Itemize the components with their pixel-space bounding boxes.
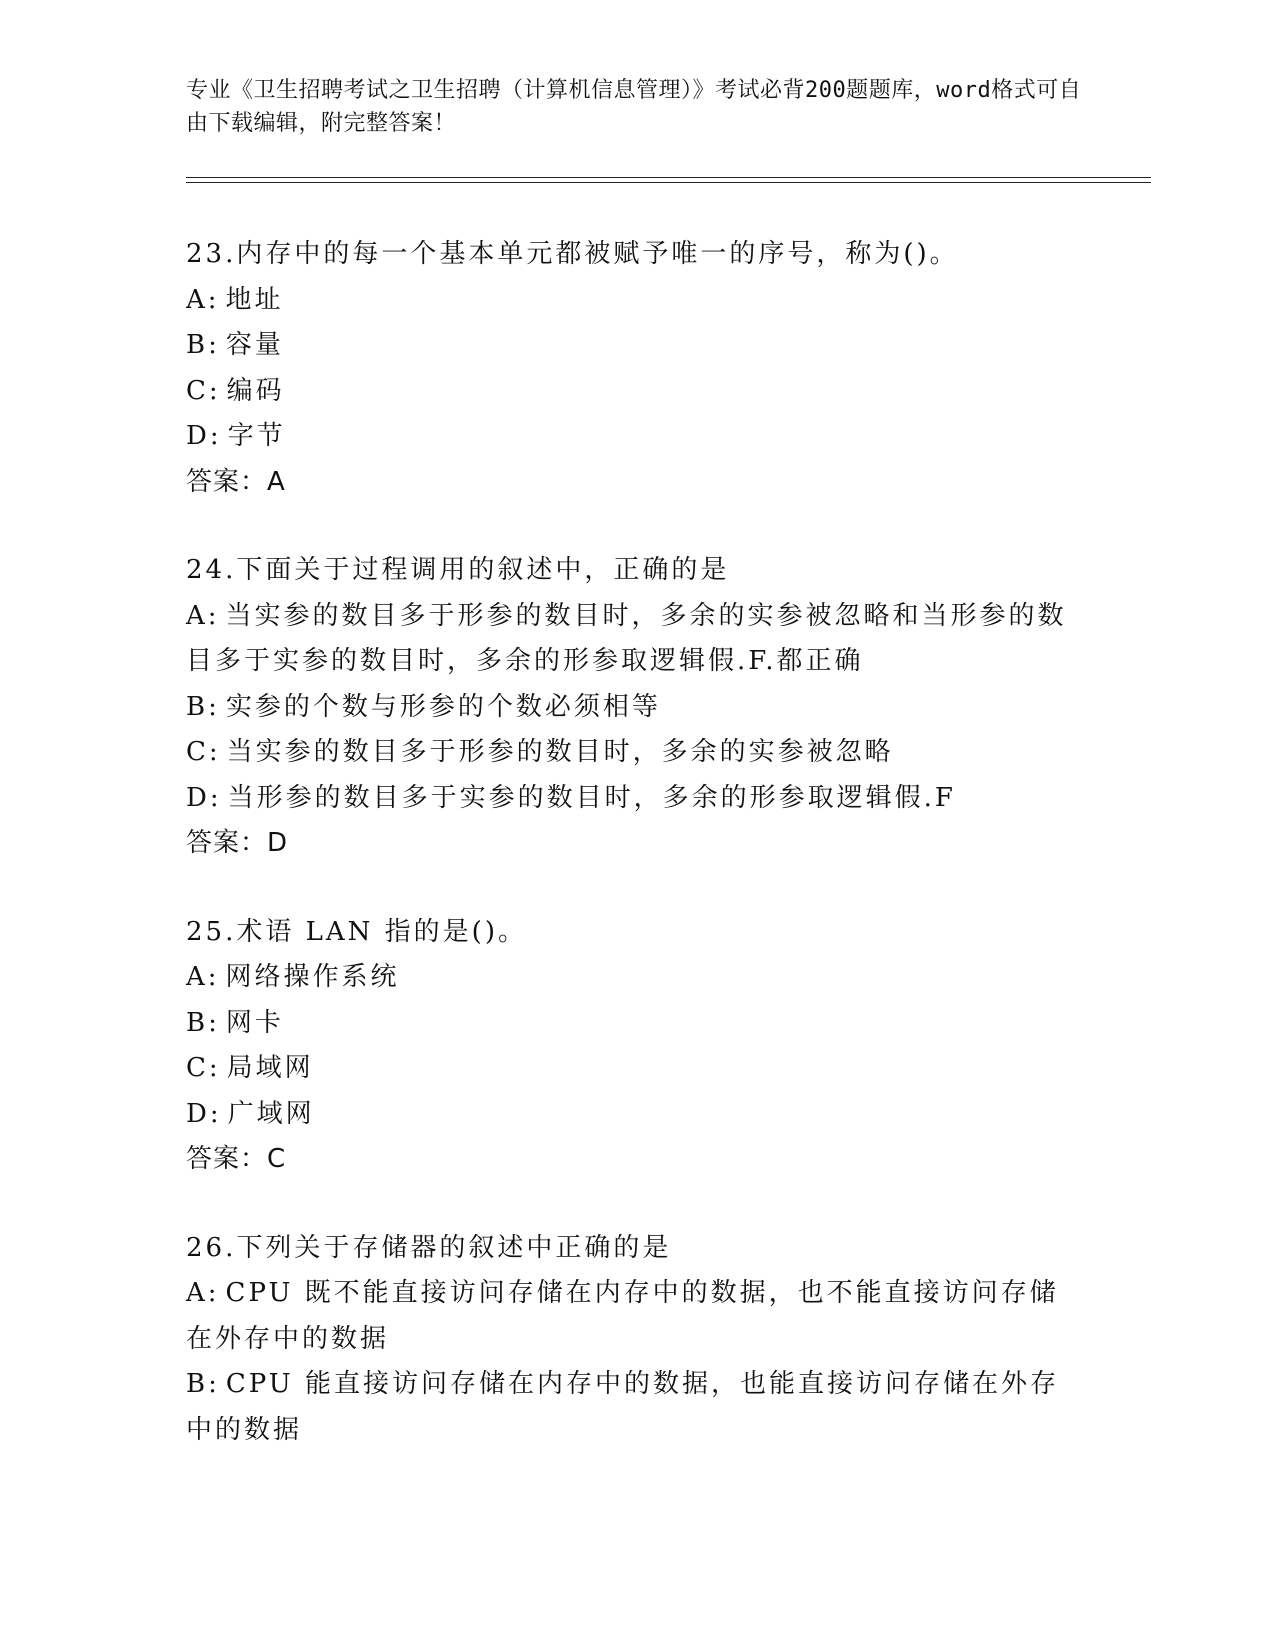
option-b	[186, 1362, 1086, 1453]
option-text: 网络操作系统	[225, 962, 400, 992]
option-key: A:	[186, 1278, 220, 1308]
option-b	[186, 1001, 1086, 1047]
option-text: 容量	[225, 330, 284, 360]
option-c	[186, 369, 1086, 415]
option-key: B:	[186, 691, 220, 722]
option-text: 字节	[227, 421, 286, 451]
option-key: A:	[186, 600, 220, 631]
option-text: 当实参的数目多于形参的数目时，多余的实参被忽略和当形参的数目多于实参的数目时，多余的形参取逻辑假.F.都正确	[186, 600, 1067, 676]
question-26	[186, 1226, 1086, 1454]
question-stem: 26.下列关于存储器的叙述中正确的是	[186, 1232, 672, 1263]
option-text: 编码	[226, 375, 285, 406]
answer-line: 答案：D	[186, 828, 289, 858]
option-key: C:	[186, 1053, 221, 1083]
option-text: 实参的个数与形参的个数必须相等	[225, 691, 661, 722]
option-c	[186, 1046, 1086, 1092]
question-24	[186, 548, 1086, 867]
option-key: B:	[186, 330, 220, 360]
option-key: B:	[186, 1369, 220, 1399]
question-stem: 24.下面关于过程调用的叙述中，正确的是	[186, 555, 730, 585]
document-header: 专业《卫生招聘考试之卫生招聘（计算机信息管理）》考试必背200题题库，word格式可自由下载编辑，附完整答案！	[186, 78, 1082, 136]
option-text: 网卡	[225, 1007, 284, 1038]
option-key: C:	[186, 375, 221, 406]
option-key: A:	[186, 962, 220, 992]
option-a	[186, 594, 1086, 685]
answer-line: 答案：A	[186, 466, 286, 497]
question-23	[186, 232, 1086, 505]
option-text: 广域网	[227, 1098, 315, 1129]
option-key: B:	[186, 1007, 220, 1038]
option-key: A:	[186, 284, 220, 315]
option-a	[186, 1271, 1086, 1362]
option-key: D:	[186, 782, 222, 813]
option-b	[186, 685, 1086, 731]
answer-line: 答案：C	[186, 1144, 287, 1174]
option-text: 当形参的数目多于实参的数目时，多余的形参取逻辑假.F	[227, 782, 956, 813]
header-divider-bottom	[186, 182, 1151, 183]
question-stem: 25.术语 LAN 指的是()。	[186, 916, 527, 947]
option-text: CPU 能直接访问存储在内存中的数据，也能直接访问存储在外存中的数据	[186, 1369, 1059, 1445]
option-a	[186, 278, 1086, 324]
option-b	[186, 323, 1086, 369]
option-key: C:	[186, 737, 221, 767]
header-divider-top	[186, 177, 1151, 178]
option-key: D:	[186, 421, 222, 451]
option-text: 局域网	[226, 1053, 314, 1083]
option-d	[186, 414, 1086, 460]
option-text: 地址	[225, 284, 284, 315]
option-c	[186, 730, 1086, 776]
option-text: CPU 既不能直接访问存储在内存中的数据，也不能直接访问存储在外存中的数据	[186, 1278, 1059, 1354]
option-d	[186, 776, 1086, 822]
option-text: 当实参的数目多于形参的数目时，多余的实参被忽略	[226, 737, 894, 767]
option-key: D:	[186, 1098, 222, 1129]
question-25	[186, 910, 1086, 1183]
option-a	[186, 955, 1086, 1001]
question-stem: 23.内存中的每一个基本单元都被赋予唯一的序号，称为()。	[186, 239, 959, 269]
question-list	[186, 232, 1086, 1496]
option-d	[186, 1092, 1086, 1138]
